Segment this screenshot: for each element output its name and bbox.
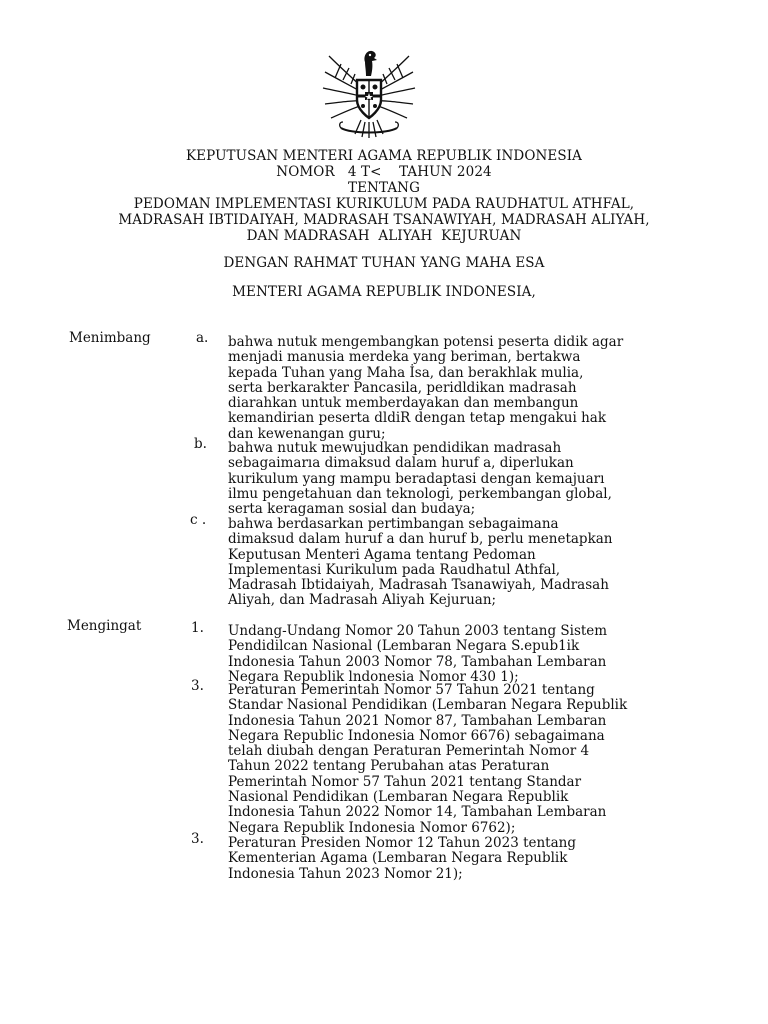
text-line: diarahkan untuk memberdayakan dan membangun [228, 395, 579, 412]
decree-number: NOMOR 4 T< TAHUN 2024 [276, 164, 492, 180]
text-line: serta berkarakter Pancasila, peridldikan madrasah [228, 379, 577, 396]
text-line: kemandirian peserta dldiR dengan tetap mengakui hak [228, 410, 607, 427]
mengingat-label: Mengingat [67, 618, 142, 634]
text-line: dan kewenangan guru; [228, 425, 386, 442]
text-line: Peraturan Pemerintah Nomor 57 Tahun 2021 tentang [228, 682, 595, 698]
text-line: Undang-Undang Nomor 20 Tahun 2003 tentang Sistem [228, 623, 608, 639]
text-line: telah diubah dengan Peraturan Pemerintah Nomor 4 [228, 743, 590, 760]
text-line: Indonesia Tahun 2022 Nomor 14, Tambahan Lembaran [228, 804, 607, 821]
text-line: Negara Republik lndonesia Nomor 430 1); [228, 668, 519, 685]
invocation: DENGAN RAHMAT TUHAN YANG MAHA ESA [223, 255, 545, 271]
garuda-emblem-icon [318, 42, 420, 142]
decree-subject [0, 180, 768, 244]
decree-header [0, 148, 768, 180]
text-line: serta keragaman sosial dan budaya; [228, 501, 476, 518]
decree-title-line: KEPUTUSAN MENTERI AGAMA REPUBLIK INDONESIA [185, 148, 582, 164]
mengingat-item-3 [228, 836, 670, 882]
text-line: bahwa nutuk mengembangkan potensi peserta didik agar [228, 334, 624, 350]
text-line: Negara Republic Indonesia Nomor 6676) sebagaimana [228, 727, 605, 744]
text-line: dimaksud dalam huruf a dan huruf b, perlu menetapkan [228, 531, 613, 548]
item-marker: b. [194, 436, 207, 452]
subject-line-2: MADRASAH IBTIDAIYAH, MADRASAH TSANAWIYAH, MADRASAH ALIYAH, [118, 212, 650, 228]
text-line: Peraturan Presiden Nomor 12 Tahun 2023 tentang [228, 835, 576, 851]
text-line: Tahun 2022 tentang Perubahan atas Peraturan [228, 758, 550, 775]
item-marker: 3. [191, 831, 204, 847]
text-line: Nasional Pendidikan (Lembaran Negara Republik [228, 789, 569, 806]
text-line: menjadi manusia merdeka yang beriman, bertakwa [228, 349, 581, 366]
item-marker: a. [196, 330, 209, 346]
menimbang-item-a [228, 335, 670, 442]
text-line: Standar Nasional Pendidikan (Lembaran Negara Republik [228, 697, 628, 714]
text-line: Pemerintah Nomor 57 Tahun 2021 tentang Standar [228, 773, 582, 790]
tentang-label: TENTANG [348, 180, 420, 196]
text-line: sebagaimarıa dimaksud dalam huruf a, diperlukan [228, 455, 574, 472]
text-line: Indonesia Tahun 2003 Nomor 78, Tambahan Lembaran [228, 653, 607, 670]
menimbang-label: Menimbang [69, 330, 151, 346]
text-line: Pendidilcan Nasional (Lembaran Negara S.epub1ik [228, 638, 580, 655]
menimbang-item-b [228, 441, 670, 517]
text-line: Keputusan Menteri Agama tentang Pedoman [228, 546, 536, 563]
item-marker: 3. [191, 678, 204, 694]
text-line: ilmu pengetahuan dan teknologi, perkembangan global, [228, 485, 612, 502]
item-marker: 1. [191, 620, 204, 636]
text-line: kurikulum yang mampu beradaptasi dengan kemajuarı [228, 470, 605, 487]
text-line: Indonesia Tahun 2021 Nomor 87, Tambahan Lembaran [228, 712, 607, 729]
text-line: Aliyah, dan Madrasah Aliyah Kejuruan; [228, 592, 497, 609]
menimbang-item-c [228, 517, 670, 609]
text-line: kepada Tuhan yang Maha İsa, dan berakhlak mulia, [228, 364, 584, 381]
text-line: bahwa berdasarkan pertimbangan sebagaimana [228, 516, 559, 532]
text-line: bahwa nutuk mewujudkan pendidikan madrasah [228, 440, 562, 456]
text-line: Negara Republik Indonesia Nomor 6762); [228, 819, 516, 836]
text-line: Indonesia Tahun 2023 Nomor 21); [228, 865, 463, 882]
mengingat-item-1 [228, 624, 670, 685]
text-line: Implementasi Kurikulum pada Raudhatul Athfal, [228, 561, 561, 578]
mengingat-item-2 [228, 683, 670, 836]
subject-line-3: DAN MADRASAH ALIYAH KEJURUAN [246, 228, 522, 244]
text-line: Madrasah Ibtidaiyah, Madrasah Tsanawiyah, Madrasah [228, 577, 609, 594]
item-marker: c . [190, 512, 207, 528]
minister-title: MENTERI AGAMA REPUBLIK INDONESIA, [232, 284, 536, 300]
text-line: Kementerian Agama (Lembaran Negara Republik [228, 850, 568, 867]
subject-line-1: PEDOMAN IMPLEMENTASI KURIKULUM PADA RAUDHATUL ATHFAL, [133, 196, 635, 212]
